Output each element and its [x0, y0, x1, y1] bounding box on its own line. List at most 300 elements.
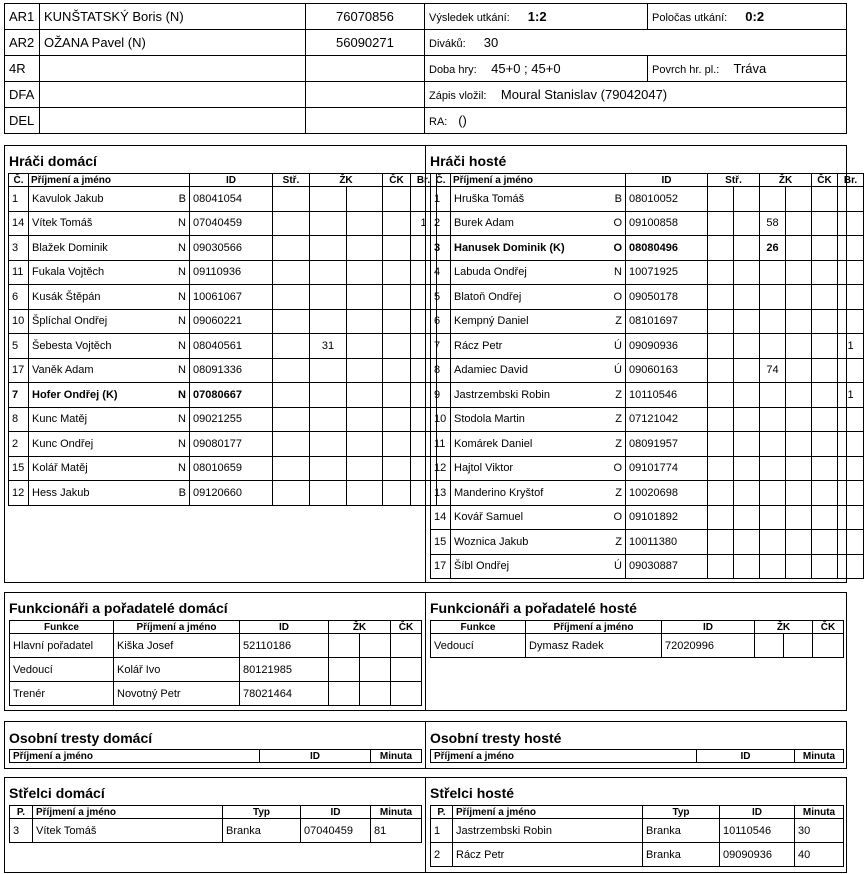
col-name: Příjmení a jméno [29, 174, 190, 187]
player-row [9, 481, 437, 506]
player-red-card [812, 554, 838, 579]
player-position: N [178, 437, 186, 450]
player-shots [273, 187, 310, 212]
player-shots [708, 505, 734, 530]
player-yellow-card: 58 [760, 211, 786, 236]
col-minute: Minuta [371, 750, 422, 763]
official-id: 56090271 [306, 30, 425, 56]
player-id: 07040459 [190, 211, 273, 236]
player-row [431, 285, 864, 310]
duration-cell: Doba hry: 45+0 ; 45+0 [425, 56, 648, 82]
player-shots-extra [734, 456, 760, 481]
player-position: Z [615, 437, 622, 450]
official-row [5, 108, 425, 134]
player-yellow-card-extra [786, 187, 812, 212]
player-name-cell [29, 236, 190, 261]
player-shots-extra [734, 407, 760, 432]
player-goals [838, 358, 864, 383]
player-yellow-card-extra [347, 432, 383, 457]
staff-yellow-card-extra [360, 634, 391, 658]
col-type: Typ [643, 806, 720, 819]
player-row [9, 383, 437, 408]
player-yellow-card [760, 309, 786, 334]
player-name-cell [451, 456, 626, 481]
player-yellow-card [760, 383, 786, 408]
scorer-type: Branka [643, 819, 720, 843]
player-position: B [178, 486, 186, 499]
official-id [306, 56, 425, 82]
player-shots [273, 481, 310, 506]
scorer-name: Vítek Tomáš [33, 819, 223, 843]
col-yc: ŽK [755, 621, 813, 634]
player-goals [838, 236, 864, 261]
col-shots: Stř. [273, 174, 310, 187]
player-number: 12 [431, 456, 451, 481]
staff-id: 52110186 [240, 634, 329, 658]
col-id: ID [662, 621, 755, 634]
staff-role: Hlavní pořadatel [10, 634, 114, 658]
player-goals: 1 [411, 211, 437, 236]
player-position: N [178, 217, 186, 230]
player-yellow-card [310, 309, 347, 334]
player-shots [708, 309, 734, 334]
officials-table [4, 3, 425, 134]
scorer-id: 10110546 [720, 819, 795, 843]
player-shots-extra [734, 211, 760, 236]
player-red-card [812, 334, 838, 359]
official-id [306, 82, 425, 108]
player-name-cell [29, 334, 190, 359]
col-role: Funkce [10, 621, 114, 634]
player-position: N [178, 266, 186, 279]
player-name-cell [451, 432, 626, 457]
player-name: Kunc Ondřej [32, 437, 94, 450]
player-shots-extra [734, 334, 760, 359]
scorer-row [10, 819, 422, 843]
player-id: 08091336 [190, 358, 273, 383]
player-row [431, 383, 864, 408]
scorer-period: 3 [10, 819, 33, 843]
player-number: 1 [431, 187, 451, 212]
official-row [5, 56, 425, 82]
official-row [5, 82, 425, 108]
scorer-period: 1 [431, 819, 453, 843]
official-role: 4R [5, 56, 40, 82]
player-shots [708, 211, 734, 236]
official-id [306, 108, 425, 134]
player-yellow-card [310, 260, 347, 285]
player-name: Kovář Samuel [454, 511, 524, 524]
player-row [431, 309, 864, 334]
player-row [9, 236, 437, 261]
player-position: O [613, 241, 622, 254]
col-minute: Minuta [795, 806, 844, 819]
player-name: Blažek Dominik [32, 241, 108, 254]
player-yellow-card-extra [786, 530, 812, 555]
player-number: 5 [431, 285, 451, 310]
col-id: ID [301, 806, 371, 819]
col-name: Příjmení a jméno [526, 621, 662, 634]
scorer-period: 2 [431, 843, 453, 867]
player-shots [708, 383, 734, 408]
ra-cell: RA: () [425, 108, 847, 134]
player-row [9, 187, 437, 212]
player-row [431, 211, 864, 236]
col-num: Č. [431, 174, 451, 187]
staff-role: Vedoucí [10, 658, 114, 682]
result-value: 1:2 [527, 9, 547, 24]
player-shots [708, 285, 734, 310]
player-position: N [178, 339, 186, 352]
player-name: Kavulok Jakub [32, 192, 104, 205]
player-goals [838, 456, 864, 481]
player-number: 11 [431, 432, 451, 457]
player-name: Blatoň Ondřej [454, 290, 522, 303]
player-number: 10 [431, 407, 451, 432]
player-id: 10071925 [626, 260, 708, 285]
player-name-cell [451, 285, 626, 310]
player-row [431, 407, 864, 432]
staff-red-card [391, 658, 422, 682]
player-shots [273, 407, 310, 432]
staff-yellow-card-extra [360, 658, 391, 682]
player-number: 9 [431, 383, 451, 408]
player-name: Adamiec David [454, 364, 528, 377]
player-name-cell [451, 407, 626, 432]
player-yellow-card-extra [347, 383, 383, 408]
player-position: N [178, 413, 186, 426]
away-penalties-title: Osobní tresty hosté [430, 730, 562, 746]
player-number: 17 [431, 554, 451, 579]
player-red-card [383, 358, 411, 383]
col-name: Příjmení a jméno [10, 750, 260, 763]
col-name: Příjmení a jméno [114, 621, 240, 634]
player-yellow-card-extra [786, 285, 812, 310]
player-red-card [812, 260, 838, 285]
player-id: 08040561 [190, 334, 273, 359]
player-red-card [383, 407, 411, 432]
official-role: DFA [5, 82, 40, 108]
player-shots-extra [734, 530, 760, 555]
spectators-cell: Diváků: 30 [425, 30, 847, 56]
player-shots [708, 236, 734, 261]
player-position: O [613, 290, 622, 303]
scorer-row [431, 843, 844, 867]
player-name-cell [451, 383, 626, 408]
staff-row [10, 682, 422, 706]
player-name: Vítek Tomáš [32, 217, 93, 230]
player-number: 17 [9, 358, 29, 383]
staff-red-card [813, 634, 844, 658]
player-goals [838, 309, 864, 334]
player-yellow-card: 74 [760, 358, 786, 383]
col-yc: ŽK [310, 174, 383, 187]
col-shots: Stř. [708, 174, 760, 187]
player-yellow-card-extra [347, 456, 383, 481]
player-goals [838, 211, 864, 236]
col-name: Příjmení a jméno [33, 806, 223, 819]
player-yellow-card [310, 383, 347, 408]
player-name-cell [451, 530, 626, 555]
player-number: 2 [431, 211, 451, 236]
player-number: 11 [9, 260, 29, 285]
player-shots [273, 260, 310, 285]
staff-row [10, 634, 422, 658]
player-yellow-card [310, 358, 347, 383]
col-goals: Br. [838, 174, 864, 187]
player-name-cell [29, 456, 190, 481]
player-shots [273, 236, 310, 261]
player-id: 09101774 [626, 456, 708, 481]
player-number: 8 [431, 358, 451, 383]
staff-yellow-card-extra [360, 682, 391, 706]
player-position: Z [615, 388, 622, 401]
player-shots [273, 211, 310, 236]
scorer-minute: 81 [371, 819, 422, 843]
official-name: OŽANA Pavel (N) [40, 30, 306, 56]
player-yellow-card [310, 481, 347, 506]
player-yellow-card-extra [786, 407, 812, 432]
player-yellow-card-extra [347, 481, 383, 506]
home-penalties-title: Osobní tresty domácí [9, 730, 153, 746]
player-yellow-card [760, 407, 786, 432]
player-goals [838, 554, 864, 579]
player-yellow-card [760, 505, 786, 530]
player-number: 7 [9, 383, 29, 408]
player-name: Kunc Matěj [32, 413, 88, 426]
player-id: 08080496 [626, 236, 708, 261]
staff-name: Kolář Ivo [114, 658, 240, 682]
player-shots-extra [734, 260, 760, 285]
player-name-cell [29, 407, 190, 432]
away-scorers-title: Střelci hosté [430, 785, 515, 801]
player-shots [708, 432, 734, 457]
player-red-card [383, 432, 411, 457]
player-shots-extra [734, 383, 760, 408]
player-row [9, 407, 437, 432]
player-number: 10 [9, 309, 29, 334]
staff-id: 78021464 [240, 682, 329, 706]
player-row [9, 358, 437, 383]
player-yellow-card [310, 432, 347, 457]
player-goals [838, 285, 864, 310]
surface-value: Tráva [733, 61, 767, 76]
player-name: Woznica Jakub [454, 535, 529, 548]
official-role: DEL [5, 108, 40, 134]
player-goals [838, 505, 864, 530]
player-name: Vaněk Adam [32, 364, 94, 377]
player-name-cell [451, 505, 626, 530]
player-row [431, 505, 864, 530]
player-red-card [383, 260, 411, 285]
staff-id: 80121985 [240, 658, 329, 682]
player-name-cell [451, 481, 626, 506]
player-name-cell [451, 211, 626, 236]
player-id: 09080177 [190, 432, 273, 457]
player-number: 14 [9, 211, 29, 236]
player-position: N [614, 266, 622, 279]
player-id: 09101892 [626, 505, 708, 530]
staff-row [431, 634, 844, 658]
entered-by-value: Moural Stanislav (79042047) [500, 87, 668, 102]
player-id: 08010659 [190, 456, 273, 481]
col-minute: Minuta [795, 750, 844, 763]
away-penalties-table [430, 749, 844, 763]
player-name: Hess Jakub [32, 486, 90, 499]
player-red-card [383, 187, 411, 212]
player-yellow-card-extra [786, 211, 812, 236]
player-shots [708, 456, 734, 481]
player-shots-extra [734, 432, 760, 457]
player-goals [838, 432, 864, 457]
away-scorers-table [430, 805, 844, 867]
player-position: O [613, 217, 622, 230]
player-id: 09090936 [626, 334, 708, 359]
player-yellow-card [760, 187, 786, 212]
col-p: P. [431, 806, 453, 819]
staff-name: Novotný Petr [114, 682, 240, 706]
player-red-card [383, 383, 411, 408]
col-name: Příjmení a jméno [431, 750, 697, 763]
player-name-cell [29, 481, 190, 506]
player-position: N [178, 364, 186, 377]
col-id: ID [190, 174, 273, 187]
player-yellow-card [760, 456, 786, 481]
player-row [431, 530, 864, 555]
col-rc: ČK [391, 621, 422, 634]
staff-role: Vedoucí [431, 634, 526, 658]
player-name: Fukala Vojtěch [32, 266, 105, 279]
player-shots [273, 309, 310, 334]
staff-name: Dymasz Radek [526, 634, 662, 658]
player-row [9, 334, 437, 359]
away-players-title: Hráči hosté [430, 153, 507, 169]
player-row [431, 554, 864, 579]
player-yellow-card [760, 554, 786, 579]
player-shots-extra [734, 187, 760, 212]
player-row [431, 432, 864, 457]
player-red-card [383, 456, 411, 481]
player-red-card [812, 481, 838, 506]
player-red-card [812, 211, 838, 236]
player-name-cell [451, 309, 626, 334]
player-row [431, 187, 864, 212]
home-scorers-title: Střelci domácí [9, 785, 105, 801]
official-row [5, 30, 425, 56]
player-shots [708, 530, 734, 555]
player-red-card [812, 358, 838, 383]
staff-name: Kiška Josef [114, 634, 240, 658]
staff-red-card [391, 682, 422, 706]
away-staff-table [430, 620, 844, 658]
ra-value: () [458, 113, 467, 128]
player-row [431, 481, 864, 506]
player-name-cell [29, 358, 190, 383]
player-id: 08010052 [626, 187, 708, 212]
player-yellow-card-extra [786, 358, 812, 383]
player-shots [708, 260, 734, 285]
player-yellow-card-extra [786, 334, 812, 359]
player-number: 15 [9, 456, 29, 481]
player-row [431, 358, 864, 383]
official-name [40, 56, 306, 82]
player-number: 14 [431, 505, 451, 530]
player-goals: 1 [838, 383, 864, 408]
home-players-title: Hráči domácí [9, 153, 97, 169]
player-name: Burek Adam [454, 217, 514, 230]
col-type: Typ [223, 806, 301, 819]
result-cell: Výsledek utkání: 1:2 [425, 4, 648, 30]
player-name: Kolář Matěj [32, 462, 88, 475]
player-position: Ú [614, 339, 622, 352]
player-shots [273, 358, 310, 383]
player-position: B [614, 192, 622, 205]
player-row [9, 211, 437, 236]
player-yellow-card-extra [347, 260, 383, 285]
player-number: 1 [9, 187, 29, 212]
player-id: 08041054 [190, 187, 273, 212]
player-yellow-card [760, 334, 786, 359]
player-row [9, 456, 437, 481]
player-row [431, 236, 864, 261]
player-name: Manderino Kryštof [454, 486, 544, 499]
player-id: 10011380 [626, 530, 708, 555]
player-name-cell [451, 187, 626, 212]
player-yellow-card-extra [786, 481, 812, 506]
col-rc: ČK [383, 174, 411, 187]
col-id: ID [626, 174, 708, 187]
player-id: 09030887 [626, 554, 708, 579]
player-yellow-card-extra [786, 505, 812, 530]
player-yellow-card [760, 260, 786, 285]
staff-yellow-card [329, 634, 360, 658]
player-position: N [178, 290, 186, 303]
staff-yellow-card-extra [784, 634, 813, 658]
official-role: AR2 [5, 30, 40, 56]
player-yellow-card-extra [786, 383, 812, 408]
staff-id: 72020996 [662, 634, 755, 658]
player-number: 3 [9, 236, 29, 261]
player-id: 09120660 [190, 481, 273, 506]
player-position: N [178, 388, 186, 401]
player-position: Z [615, 486, 622, 499]
player-name-cell [451, 260, 626, 285]
player-goals [838, 481, 864, 506]
player-id: 09060221 [190, 309, 273, 334]
col-id: ID [720, 806, 795, 819]
player-name: Hajtol Viktor [454, 462, 514, 475]
halftime-value: 0:2 [745, 9, 765, 24]
official-row [5, 4, 425, 30]
scorer-minute: 40 [795, 843, 844, 867]
away-players-table [430, 173, 864, 579]
player-red-card [812, 505, 838, 530]
player-number: 2 [9, 432, 29, 457]
player-position: N [178, 315, 186, 328]
player-yellow-card-extra [786, 309, 812, 334]
player-name: Šíbl Ondřej [454, 560, 510, 573]
player-name-cell [29, 187, 190, 212]
player-name: Hruška Tomáš [454, 192, 525, 205]
player-goals [838, 187, 864, 212]
col-name: Příjmení a jméno [451, 174, 626, 187]
player-number: 3 [431, 236, 451, 261]
player-row [431, 456, 864, 481]
scorer-name: Jastrzembski Robin [453, 819, 643, 843]
player-name-cell [29, 285, 190, 310]
player-name-cell [451, 236, 626, 261]
player-yellow-card-extra [347, 187, 383, 212]
